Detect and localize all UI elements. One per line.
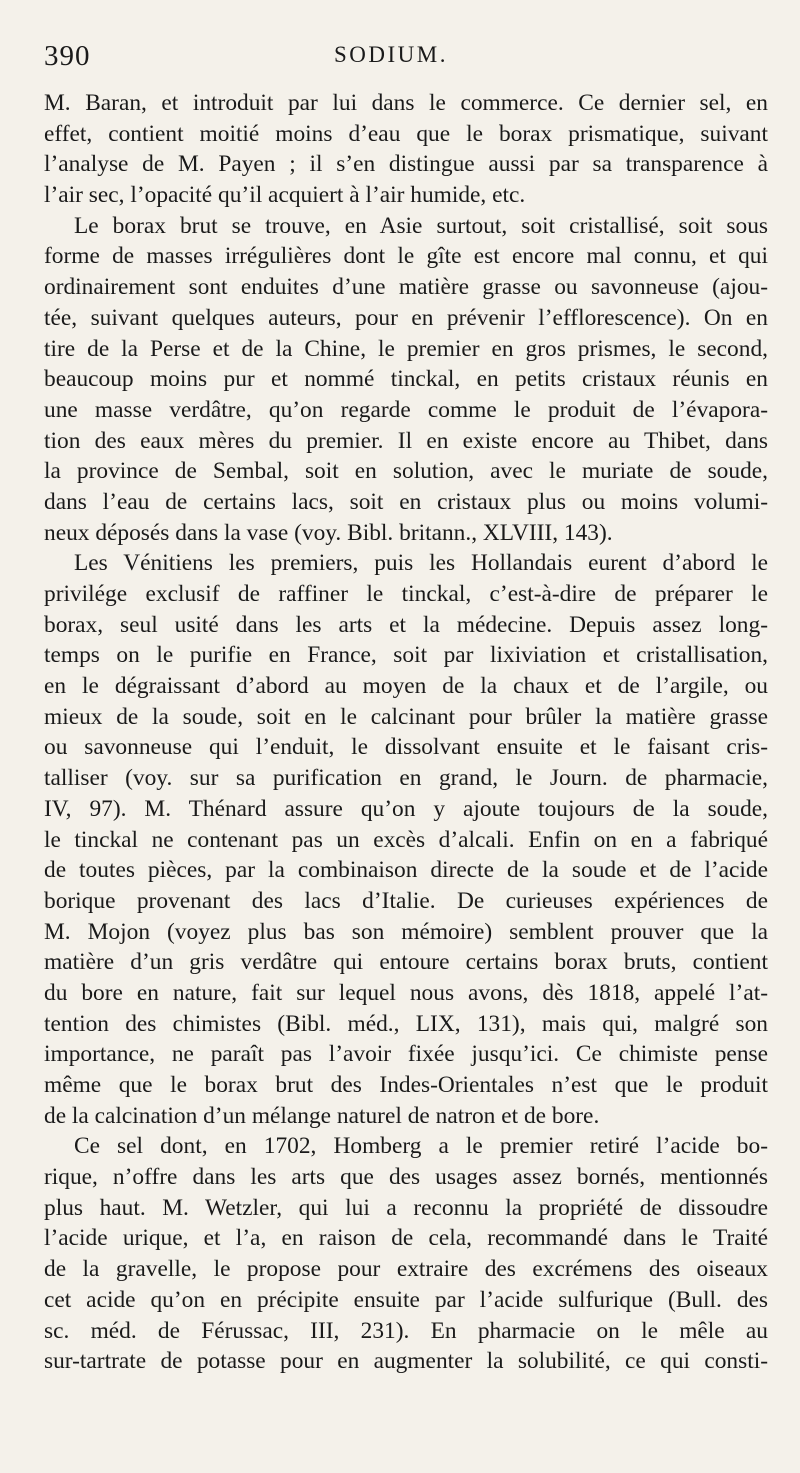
text-line: la province de Sembal, soit en solution, avec le muriate de soude,: [44, 458, 768, 485]
text-line: dans l’eau de certains lacs, soit en cristaux plus ou moins volumi-: [44, 488, 768, 515]
text-line: privilége exclusif de raffiner le tinckal, c’est-à-dire de préparer le: [44, 581, 768, 607]
text-line: Le borax brut se trouve, en Asie surtout, soit cristallisé, soit sous: [74, 212, 768, 239]
text-line: l’air sec, l’opacité qu’il acquiert à l’air humide, etc.: [44, 182, 526, 209]
text-line: mieux de la soude, soit en le calcinant pour brûler la matière grasse: [44, 703, 768, 730]
text-line: l’acide urique, et l’a, en raison de cela, recommandé dans le Traité: [44, 1225, 768, 1252]
text-line: ou savonneuse qui l’enduit, le dissolvant ensuite et le faisant cris-: [44, 734, 768, 761]
text-line: talliser (voy. sur sa purification en grand, le Journ. de pharmacie,: [44, 765, 768, 792]
text-line: plus haut. M. Wetzler, qui lui a reconnu la propriété de dissoudre: [44, 1194, 768, 1221]
text-line: de la gravelle, le propose pour extraire des excrémens des oiseaux: [44, 1256, 768, 1283]
text-line: rique, n’offre dans les arts que des usages assez bornés, mentionnés: [44, 1164, 768, 1191]
text-line: en le dégraissant d’abord au moyen de la chaux et de l’argile, ou: [44, 673, 768, 700]
text-line: sc. méd. de Férussac, III, 231). En pharmacie on le mêle au: [44, 1317, 768, 1344]
text-line: de la calcination d’un mélange naturel de natron et de bore.: [44, 1102, 600, 1129]
page-header: [44, 38, 768, 84]
text-line: neux déposés dans la vase (voy. Bibl. britann., XLVIII, 143).: [44, 519, 613, 546]
text-line: tention des chimistes (Bibl. méd., LIX, 131), mais qui, malgré son: [44, 1010, 768, 1037]
text-line: IV, 97). M. Thénard assure qu’on y ajoute toujours de la soude,: [44, 795, 768, 822]
text-line: le tinckal ne contenant pas un excès d’alcali. Enfin on en a fabriqué: [44, 826, 768, 853]
text-line: même que le borax brut des Indes-Orientales n’est que le produit: [44, 1072, 768, 1098]
text-line: tire de la Perse et de la Chine, le premier en gros prismes, le second,: [44, 335, 768, 362]
text-line: importance, ne paraît pas l’avoir fixée jusqu’ici. Ce chimiste pense: [44, 1041, 768, 1068]
text-line: M. Mojon (voyez plus bas son mémoire) semblent prouver que la: [44, 918, 768, 945]
text-line: de toutes pièces, par la combinaison directe de la soude et de l’acide: [44, 857, 768, 884]
text-line: matière d’un gris verdâtre qui entoure certains borax bruts, contient: [44, 949, 768, 976]
text-line: cet acide qu’on en précipite ensuite par l’acide sulfurique (Bull. des: [44, 1286, 768, 1313]
text-line: tée, suivant quelques auteurs, pour en prévenir l’efflorescence). On en: [44, 304, 768, 331]
text-line: ordinairement sont enduites d’une matière grasse ou savonneuse (ajou-: [44, 274, 768, 301]
text-line: l’analyse de M. Payen ; il s’en distingue aussi par sa transparence à: [44, 151, 768, 178]
running-head: SODIUM.: [334, 42, 448, 67]
text-line: Les Vénitiens les premiers, puis les Hollandais eurent d’abord le: [74, 550, 768, 577]
text-line: temps on le purifie en France, soit par lixiviation et cristallisation,: [44, 642, 768, 669]
page-number: 390: [44, 40, 91, 72]
text-line: effet, contient moitié moins d’eau que le borax prismatique, suivant: [44, 120, 768, 147]
text-line: sur-tartrate de potasse pour en augmenter la solubilité, ce qui consti-: [44, 1348, 768, 1375]
text-line: tion des eaux mères du premier. Il en existe encore au Thibet, dans: [44, 427, 768, 454]
text-line: une masse verdâtre, qu’on regarde comme le produit de l’évapora-: [44, 396, 768, 423]
text-line: beaucoup moins pur et nommé tinckal, en petits cristaux réunis en: [44, 366, 768, 393]
body-text: [44, 88, 768, 1377]
text-line: borax, seul usité dans les arts et la médecine. Depuis assez long-: [44, 611, 768, 638]
text-line: forme de masses irrégulières dont le gîte est encore mal connu, et qui: [44, 243, 768, 270]
text-line: borique provenant des lacs d’Italie. De curieuses expériences de: [44, 887, 768, 914]
text-line: M. Baran, et introduit par lui dans le commerce. Ce dernier sel, en: [44, 90, 768, 116]
text-line: du bore en nature, fait sur lequel nous avons, dès 1818, appelé l’at-: [44, 979, 768, 1006]
text-line: Ce sel dont, en 1702, Homberg a le premier retiré l’acide bo-: [74, 1133, 768, 1160]
